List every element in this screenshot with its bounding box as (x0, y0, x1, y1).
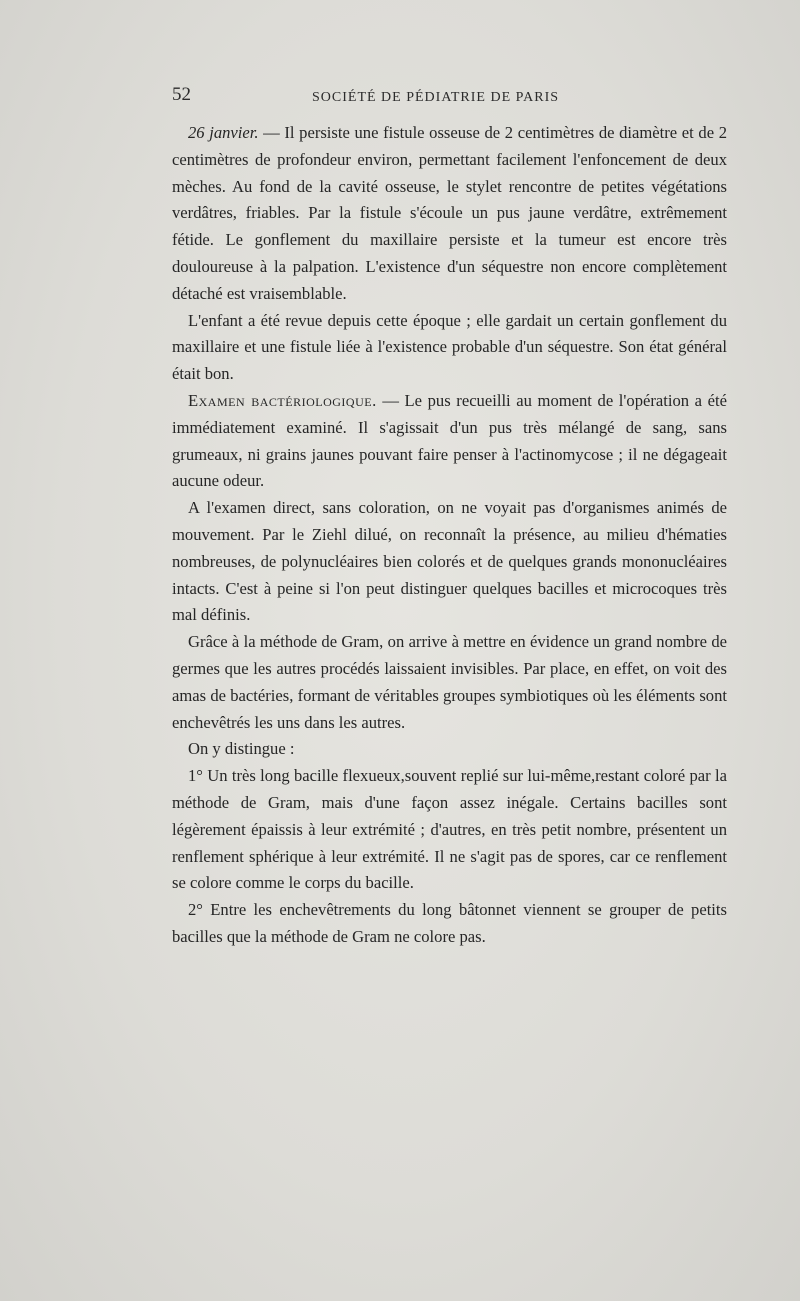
paragraph-5: Grâce à la méthode de Gram, on arrive à mettre en évidence un grand nombre de germes que les autres procédés laissaient invisibles. Par place, en effet, on voit des amas de bactéries, formant de véritables groupes symbiotiques où les éléments sont enchevêtrés les uns dans les autres. (172, 632, 727, 732)
paragraph-1 (172, 120, 727, 308)
paragraph-1-text: — Il persiste une fistule osseuse de 2 centimètres de diamètre et de 2 centimètres de profondeur environ, permettant facilement l'enfoncement de deux mèches. Au fond de la cavité osseuse, le stylet rencontre de petites végétations verdâtres, friables. Par la fistule s'écoule un pus jaune verdâtre, extrêmement fétide. Le gonflement du maxillaire persiste et la tumeur est encore très douloureuse à la palpation. L'existence d'un séquestre non encore complètement détaché est vraisemblable. (172, 123, 727, 303)
running-head: SOCIÉTÉ DE PÉDIATRIE DE PARIS (312, 90, 560, 105)
paragraph-3 (172, 388, 727, 495)
page-header (172, 84, 727, 114)
paragraph-2: L'enfant a été revue depuis cette époque ; elle gardait un certain gonflement du maxillaire et une fistule liée à l'existence probable d'un séquestre. Son état général était bon. (172, 310, 727, 384)
date-label: 26 janvier. (188, 123, 259, 142)
body-text (172, 120, 727, 951)
paragraph-3-text: — Le pus recueilli au moment de l'opération a été immédiatement examiné. Il s'agissait d'un pus très mélangé de sang, sans grumeaux, ni grains jaunes pouvant faire penser à l'actinomycose ; il ne dégageait aucune odeur. (172, 390, 727, 491)
section-heading: Examen bactériologique. (188, 390, 377, 410)
paragraph-4: A l'examen direct, sans coloration, on ne voyait pas d'organismes animés de mouvement. Par le Ziehl dilué, on reconnaît la présence, au milieu d'hématies nombreuses, de polynucléaires bien colorés et de quelques grands mononucléaires intacts. C'est à peine si l'on peut distinguer quelques bacilles et microcoques très mal définis. (172, 498, 727, 625)
paragraph-8: 2° Entre les enchevêtrements du long bâtonnet viennent se grouper de petits bacilles que la méthode de Gram ne colore pas. (172, 900, 727, 946)
paragraph-7: 1° Un très long bacille flexueux,souvent replié sur lui-même,restant coloré par la méthode de Gram, mais d'une façon assez inégale. Certains bacilles sont légèrement épaissis à leur extrémité ; d'autres, en très petit nombre, présentent un renflement sphérique à leur extrémité. Il ne s'agit pas de spores, car ce renflement se colore comme le corps du bacille. (172, 766, 727, 893)
paragraph-6: On y distingue : (188, 739, 295, 759)
page-number: 52 (172, 84, 191, 105)
